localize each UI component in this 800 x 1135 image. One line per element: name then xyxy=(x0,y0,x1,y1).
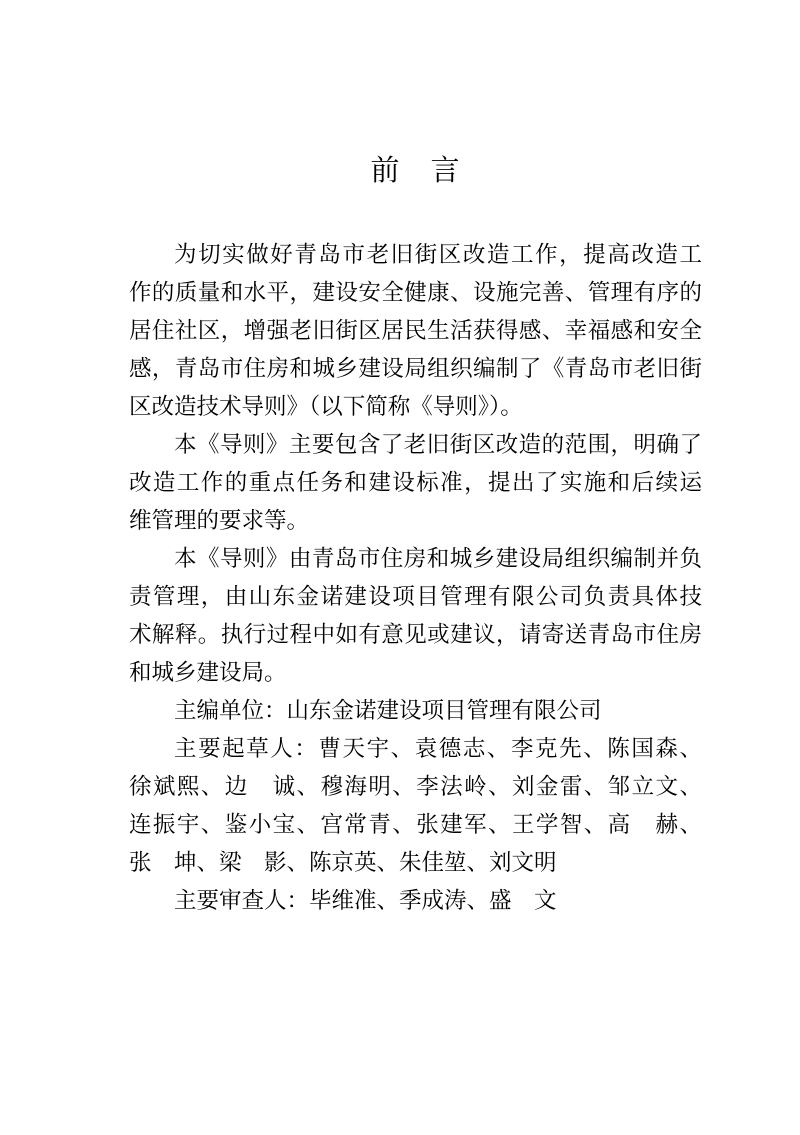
document-content xyxy=(129,152,702,920)
paragraph-1-line-4: 感，青岛市住房和城乡建设局组织编制了《青岛市老旧街 xyxy=(129,356,702,381)
paragraph-2-line-2: 改造工作的重点任务和建设标准，提出了实施和后续运 xyxy=(129,470,702,495)
paragraph-2-line-3: 维管理的要求等。 xyxy=(129,508,310,533)
main-drafters-line-2: 徐斌熙、边 诚、穆海明、李法岭、刘金雷、邹立文、 xyxy=(129,774,702,799)
paragraph-1-line-1: 为切实做好青岛市老旧街区改造工作，提高改造工 xyxy=(174,242,702,267)
main-drafters-line-3: 连振宇、鉴小宝、宫常青、张建军、王学智、高 赫、 xyxy=(129,812,702,837)
main-drafters-line-1: 主要起草人：曹天宇、袁德志、李克先、陈国森、 xyxy=(174,736,702,761)
paragraph-1-line-5: 区改造技术导则》（以下简称《导则》）。 xyxy=(129,394,523,419)
paragraph-1-line-2: 作的质量和水平，建设安全健康、设施完善、管理有序的 xyxy=(129,280,702,305)
paragraph-1-line-3: 居住社区，增强老旧街区居民生活获得感、幸福感和安全 xyxy=(129,318,702,343)
page-title: 前 言 xyxy=(370,155,461,187)
paragraph-3-line-2: 责管理，由山东金诺建设项目管理有限公司负责具体技 xyxy=(129,584,702,609)
paragraph-3-line-1: 本《导则》由青岛市住房和城乡建设局组织编制并负 xyxy=(174,546,702,571)
main-drafters-line-4: 张 坤、梁 影、陈京英、朱佳堃、刘文明 xyxy=(129,850,557,875)
paragraph-3-line-4: 和城乡建设局。 xyxy=(129,660,287,685)
paragraph-3-line-3: 术解释。执行过程中如有意见或建议，请寄送青岛市住房 xyxy=(129,622,702,647)
chief-editor-unit-line: 主编单位：山东金诺建设项目管理有限公司 xyxy=(174,698,602,723)
paragraph-2-line-1: 本《导则》主要包含了老旧街区改造的范围，明确了 xyxy=(174,432,702,457)
main-reviewers-line: 主要审查人：毕维准、季成涛、盛 文 xyxy=(174,888,557,913)
